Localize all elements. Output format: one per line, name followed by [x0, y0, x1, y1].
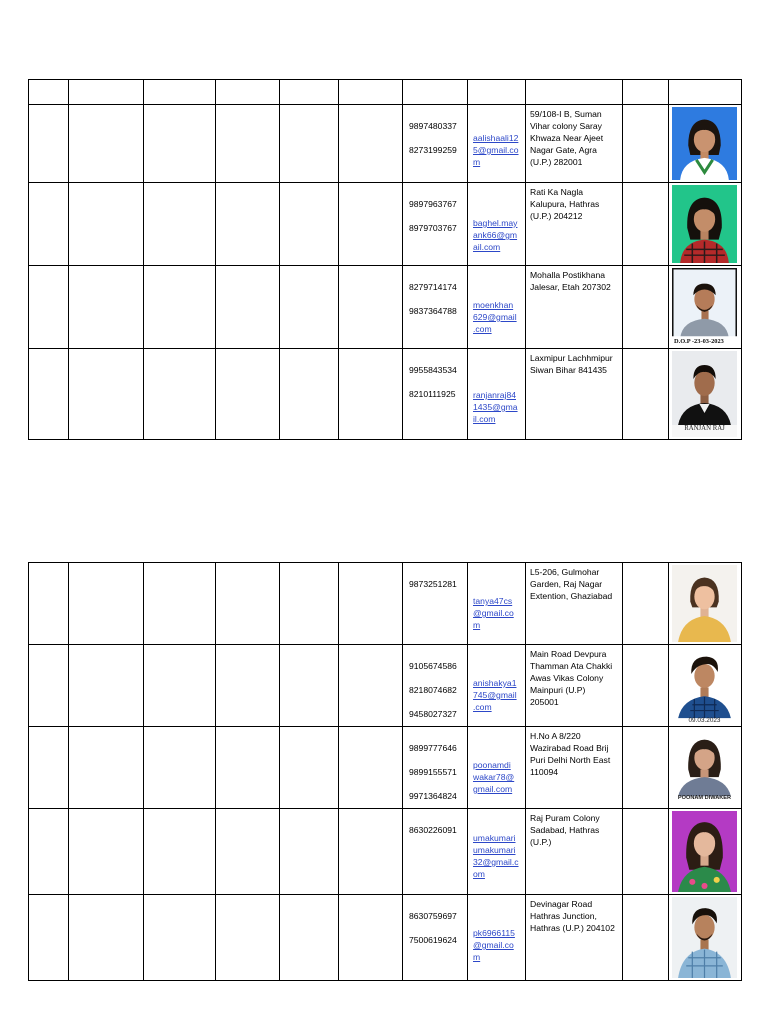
phone-cell [403, 645, 468, 727]
empty-cell [69, 895, 144, 981]
empty-cell [623, 727, 669, 809]
female-portrait-photo [672, 811, 737, 892]
email-link[interactable] [473, 927, 525, 963]
phone-number: 9897963767 [409, 199, 457, 209]
empty-cell [29, 645, 69, 727]
empty-cell [216, 727, 280, 809]
empty-cell [69, 105, 144, 183]
photo-caption: POONAM DIWAKER [677, 795, 732, 801]
phone-cell [403, 895, 468, 981]
email-link-line: gmail.com [473, 784, 513, 794]
empty-cell [69, 183, 144, 266]
empty-cell [29, 105, 69, 183]
address-text: Devinagar Road Hathras Junction, Hathras (U.P.) 204102 [530, 899, 615, 933]
empty-cell [216, 105, 280, 183]
empty-cell [623, 895, 669, 981]
email-cell [468, 266, 526, 349]
empty-cell [144, 727, 216, 809]
empty-cell [144, 349, 216, 440]
email-link-line: 32@gmail.c [473, 857, 519, 867]
empty-cell [623, 183, 669, 266]
table-row [29, 349, 742, 440]
header-cell [29, 80, 69, 105]
photo-cell [669, 183, 742, 266]
email-link-line: m [473, 620, 481, 630]
table-row [29, 645, 742, 727]
empty-cell [339, 727, 403, 809]
email-link-line: 5@gmail.co [473, 145, 519, 155]
female-portrait-photo [672, 729, 737, 806]
empty-cell [29, 563, 69, 645]
empty-cell [216, 266, 280, 349]
email-link-line: ail.com [473, 242, 501, 252]
table-row [29, 266, 742, 349]
email-link-line: @gmail.co [473, 940, 514, 950]
female-portrait-photo [672, 565, 737, 642]
email-link-line: poonamdi [473, 760, 511, 770]
email-link-line: tanya47cs [473, 596, 513, 606]
address-cell [526, 645, 623, 727]
phone-cell [403, 727, 468, 809]
phone-number: 8279714174 [409, 282, 457, 292]
header-cell [468, 80, 526, 105]
email-link[interactable] [473, 832, 525, 880]
empty-cell [29, 349, 69, 440]
empty-cell [69, 809, 144, 895]
email-link-line: wakar78@ [473, 772, 515, 782]
header-cell [669, 80, 742, 105]
phone-number: 9955843534 [409, 365, 457, 375]
empty-cell [144, 809, 216, 895]
photo-cell [669, 645, 742, 727]
phone-number: 9105674586 [409, 661, 457, 671]
email-cell [468, 895, 526, 981]
address-text: Main Road Devpura Thamman Ata Chakki Awas Vikas Colony Mainpuri (U.P) 205001 [530, 649, 613, 707]
empty-cell [280, 349, 339, 440]
email-link-line: @gmail.co [473, 608, 514, 618]
address-cell [526, 895, 623, 981]
email-link-line: ank66@gm [473, 230, 518, 240]
email-cell [468, 563, 526, 645]
email-link-line: .com [473, 702, 492, 712]
photo-cell [669, 727, 742, 809]
empty-cell [69, 349, 144, 440]
email-cell [468, 645, 526, 727]
email-link[interactable] [473, 132, 525, 168]
empty-cell [339, 349, 403, 440]
address-text: H.No A 8/220 Wazirabad Road Brij Puri Delhi North East 110094 [530, 731, 611, 777]
empty-cell [339, 895, 403, 981]
email-link-line: om [473, 869, 485, 879]
empty-cell [29, 895, 69, 981]
phone-cell [403, 266, 468, 349]
phone-cell [403, 563, 468, 645]
address-text: Laxmipur Lachhmipur Siwan Bihar 841435 [530, 353, 613, 375]
email-cell [468, 349, 526, 440]
empty-cell [280, 563, 339, 645]
email-link[interactable] [473, 595, 525, 631]
email-cell [468, 183, 526, 266]
photo-caption: D.O.P -23-03-2023 [674, 338, 724, 345]
header-cell [526, 80, 623, 105]
address-cell [526, 727, 623, 809]
header-cell [144, 80, 216, 105]
address-cell [526, 809, 623, 895]
records-table-2 [28, 562, 742, 981]
table-row [29, 105, 742, 183]
empty-cell [216, 349, 280, 440]
empty-cell [29, 809, 69, 895]
table-row [29, 809, 742, 895]
email-link-line: pk6966115 [473, 928, 515, 938]
table-row [29, 727, 742, 809]
empty-cell [623, 105, 669, 183]
empty-cell [69, 727, 144, 809]
address-text: 59/108-I B, Suman Vihar colony Saray Khwaza Near Ajeet Nagar Gate, Agra (U.P.) 282001 [530, 109, 604, 167]
email-cell [468, 727, 526, 809]
phone-number: 9873251281 [409, 579, 457, 589]
empty-cell [280, 645, 339, 727]
empty-cell [216, 645, 280, 727]
empty-cell [69, 563, 144, 645]
male-portrait-photo [672, 351, 737, 437]
photo-cell [669, 563, 742, 645]
table-row [29, 563, 742, 645]
female-portrait-photo [672, 107, 737, 180]
email-link[interactable] [473, 217, 525, 253]
phone-number: 9899777646 [409, 743, 457, 753]
email-link-line: il.com [473, 414, 496, 424]
phone-cell [403, 105, 468, 183]
empty-cell [29, 266, 69, 349]
email-link[interactable] [473, 759, 525, 795]
email-link-line: m [473, 157, 481, 167]
header-cell [280, 80, 339, 105]
empty-cell [623, 563, 669, 645]
empty-cell [69, 645, 144, 727]
empty-cell [623, 266, 669, 349]
empty-cell [339, 105, 403, 183]
header-cell [216, 80, 280, 105]
email-link[interactable] [473, 389, 525, 425]
email-link-line: baghel.may [473, 218, 518, 228]
empty-cell [280, 809, 339, 895]
email-link-line: 745@gmail [473, 690, 517, 700]
empty-cell [216, 183, 280, 266]
empty-cell [339, 645, 403, 727]
empty-cell [69, 266, 144, 349]
empty-cell [144, 895, 216, 981]
email-link-line: m [473, 952, 481, 962]
photo-cell [669, 809, 742, 895]
empty-cell [280, 105, 339, 183]
phone-number: 9897480337 [409, 121, 457, 131]
email-link[interactable] [473, 299, 525, 335]
header-cell [403, 80, 468, 105]
photo-cell [669, 266, 742, 349]
address-text: L5-206, Gulmohar Garden, Raj Nagar Extention, Ghaziabad [530, 567, 613, 601]
address-text: Mohalla Postikhana Jalesar, Etah 207302 [530, 270, 611, 292]
empty-cell [144, 563, 216, 645]
email-link-line: moenkhan [473, 300, 514, 310]
empty-cell [623, 809, 669, 895]
table-header-row [29, 80, 742, 105]
male-portrait-photo [672, 897, 737, 978]
address-cell [526, 266, 623, 349]
address-cell [526, 105, 623, 183]
address-cell [526, 563, 623, 645]
photo-caption: RANJAN RAJ [684, 425, 725, 432]
email-link-line: aalishaali12 [473, 133, 519, 143]
empty-cell [144, 183, 216, 266]
records-table-1 [28, 79, 742, 440]
email-link-line: 1435@gma [473, 402, 518, 412]
phone-number: 7500619624 [409, 935, 457, 945]
empty-cell [280, 266, 339, 349]
phone-number: 8630759697 [409, 911, 457, 921]
header-cell [339, 80, 403, 105]
header-cell [69, 80, 144, 105]
empty-cell [623, 349, 669, 440]
table-row [29, 895, 742, 981]
email-link-line: ranjanraj84 [473, 390, 516, 400]
empty-cell [280, 895, 339, 981]
male-portrait-photo [672, 647, 737, 724]
phone-cell [403, 349, 468, 440]
phone-number: 8210111925 [409, 389, 456, 399]
phone-number: 8273199259 [409, 145, 457, 155]
email-cell [468, 105, 526, 183]
phone-number: 8630226091 [409, 825, 457, 835]
male-portrait-photo [672, 268, 737, 346]
empty-cell [339, 183, 403, 266]
phone-number: 9971364824 [409, 791, 457, 801]
email-link[interactable] [473, 677, 525, 713]
phone-number: 9458027327 [409, 709, 457, 719]
female-portrait-photo [672, 185, 737, 263]
email-link-line: umakumari [473, 833, 516, 843]
header-cell [623, 80, 669, 105]
phone-number: 8979703767 [409, 223, 457, 233]
empty-cell [29, 183, 69, 266]
empty-cell [280, 727, 339, 809]
empty-cell [623, 645, 669, 727]
photo-cell [669, 349, 742, 440]
email-link-line: anishakya1 [473, 678, 517, 688]
photo-cell [669, 105, 742, 183]
address-text: Raj Puram Colony Sadabad, Hathras (U.P.) [530, 813, 600, 847]
phone-cell [403, 809, 468, 895]
email-link-line: umakumari [473, 845, 516, 855]
phone-number: 9899155571 [409, 767, 457, 777]
address-cell [526, 349, 623, 440]
empty-cell [339, 266, 403, 349]
empty-cell [339, 809, 403, 895]
empty-cell [280, 183, 339, 266]
empty-cell [216, 809, 280, 895]
email-link-line: 629@gmail [473, 312, 517, 322]
email-link-line: .com [473, 324, 492, 334]
photo-caption: 09.03.2023 [688, 717, 721, 724]
email-cell [468, 809, 526, 895]
empty-cell [339, 563, 403, 645]
phone-number: 8218074682 [409, 685, 457, 695]
empty-cell [216, 563, 280, 645]
table-row [29, 183, 742, 266]
address-cell [526, 183, 623, 266]
photo-cell [669, 895, 742, 981]
empty-cell [144, 645, 216, 727]
address-text: Rati Ka Nagla Kalupura, Hathras (U.P.) 204212 [530, 187, 600, 221]
phone-cell [403, 183, 468, 266]
empty-cell [144, 266, 216, 349]
phone-number: 9837364788 [409, 306, 457, 316]
empty-cell [216, 895, 280, 981]
empty-cell [29, 727, 69, 809]
empty-cell [144, 105, 216, 183]
